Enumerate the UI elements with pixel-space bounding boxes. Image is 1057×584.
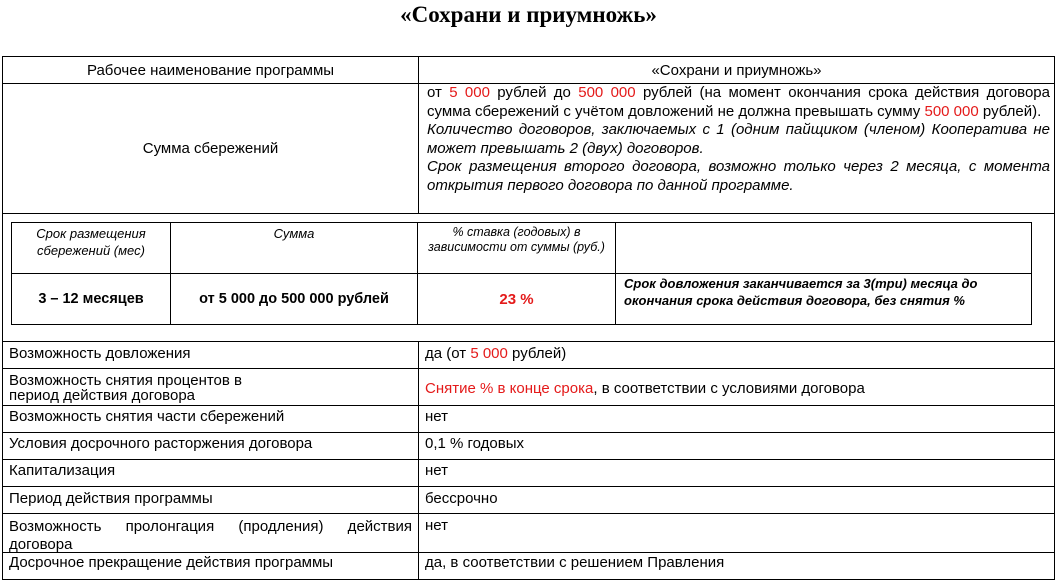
period-value: бессрочно	[425, 490, 498, 507]
withdraw-interest-red: Снятие % в конце срока	[425, 380, 594, 397]
period-label: Период действия программы	[9, 490, 213, 507]
withdraw-interest-rest: , в соответствии с условиями договора	[593, 380, 865, 397]
header-label-cell	[2, 56, 419, 84]
savings-max-amount: 500 000	[578, 84, 636, 101]
rates-header-term	[11, 222, 171, 274]
stop-value-cell	[418, 552, 1055, 580]
savings-text-end: рублей).	[982, 102, 1042, 120]
prolong-label: Возможность пролонгация (продления) действия договора	[9, 518, 412, 553]
withdraw-interest-label-cell	[2, 368, 419, 406]
stop-label-cell	[2, 552, 419, 580]
savings-text-from: от	[427, 84, 442, 101]
rates-term	[11, 273, 171, 325]
cap-label: Капитализация	[9, 462, 116, 479]
rates-note	[615, 273, 1032, 325]
cap-label-cell	[2, 459, 419, 487]
early-value: 0,1 % годовых	[425, 435, 525, 452]
deposit-text-pre: да (от	[425, 345, 467, 362]
page-title: «Сохрани и приумножь»	[400, 2, 657, 27]
partial-value: нет	[425, 408, 448, 425]
deposit-label-cell	[2, 341, 419, 369]
savings-max-amount-2: 500 000	[924, 102, 979, 120]
rates-note-text: Срок довложения заканчивается за 3(три) месяца до окончания срока действия договора, без снятия %	[624, 276, 978, 308]
cap-value: нет	[425, 462, 448, 479]
rates-header-rate	[417, 222, 616, 274]
deposit-label: Возможность довложения	[9, 345, 191, 362]
deposit-value-cell	[418, 341, 1055, 369]
rates-header-amount-text: Сумма	[273, 226, 315, 241]
header-value: «Сохрани и приумножь»	[651, 61, 822, 79]
rates-header-empty	[615, 222, 1032, 274]
early-label: Условия досрочного расторжения договора	[9, 435, 313, 452]
savings-text-to: рублей до	[497, 84, 571, 101]
stop-label: Досрочное прекращение действия программы	[9, 554, 334, 571]
savings-label-cell	[2, 83, 419, 214]
rates-header-amount	[170, 222, 418, 274]
savings-note-contracts: Количество договоров, заключаемых с 1 (одним пайщиком (членом) Кооператива не может превышать 2 (двух) договоров.	[427, 121, 1050, 157]
deposit-amount: 5 000	[470, 345, 508, 362]
rates-header-rate-text: % ставка (годовых) в зависимости от суммы (руб.)	[428, 225, 605, 254]
savings-min-amount: 5 000	[449, 84, 490, 101]
partial-label: Возможность снятия части сбережений	[9, 408, 285, 425]
rates-rate	[417, 273, 616, 325]
rates-header-term-text: Срок размещения сбережений (мес)	[36, 226, 146, 258]
period-label-cell	[2, 486, 419, 514]
prolong-value-cell	[418, 513, 1055, 553]
savings-text-condition: рублей (на момент окончания срока действия договора сумма сбережений с учётом довложений не должна превышать сумму	[427, 84, 1050, 120]
savings-value-cell	[418, 83, 1055, 214]
prolong-label-cell	[2, 513, 419, 553]
stop-value: да, в соответствии с решением Правления	[425, 554, 725, 571]
savings-range-text	[427, 84, 1050, 121]
rates-amount	[170, 273, 418, 325]
partial-value-cell	[418, 405, 1055, 433]
rates-term-text: 3 – 12 месяцев	[38, 291, 144, 307]
withdraw-interest-value-cell	[418, 368, 1055, 406]
savings-label: Сумма сбережений	[142, 140, 279, 157]
early-label-cell	[2, 432, 419, 460]
header-value-cell	[418, 56, 1055, 84]
prolong-value: нет	[425, 517, 448, 534]
cap-value-cell	[418, 459, 1055, 487]
header-label: Рабочее наименование программы	[86, 61, 335, 79]
savings-note-second-contract: Срок размещения второго договора, возможно только через 2 месяца, с момента открытия первого договора по данной программе.	[427, 158, 1050, 194]
rates-amount-text: от 5 000 до 500 000 рублей	[199, 291, 389, 307]
withdraw-interest-label: Возможность снятия процентов в период действия договора	[9, 372, 243, 404]
deposit-text-post: рублей)	[512, 345, 567, 362]
period-value-cell	[418, 486, 1055, 514]
rates-rate-text: 23 %	[499, 290, 534, 308]
partial-label-cell	[2, 405, 419, 433]
early-value-cell	[418, 432, 1055, 460]
